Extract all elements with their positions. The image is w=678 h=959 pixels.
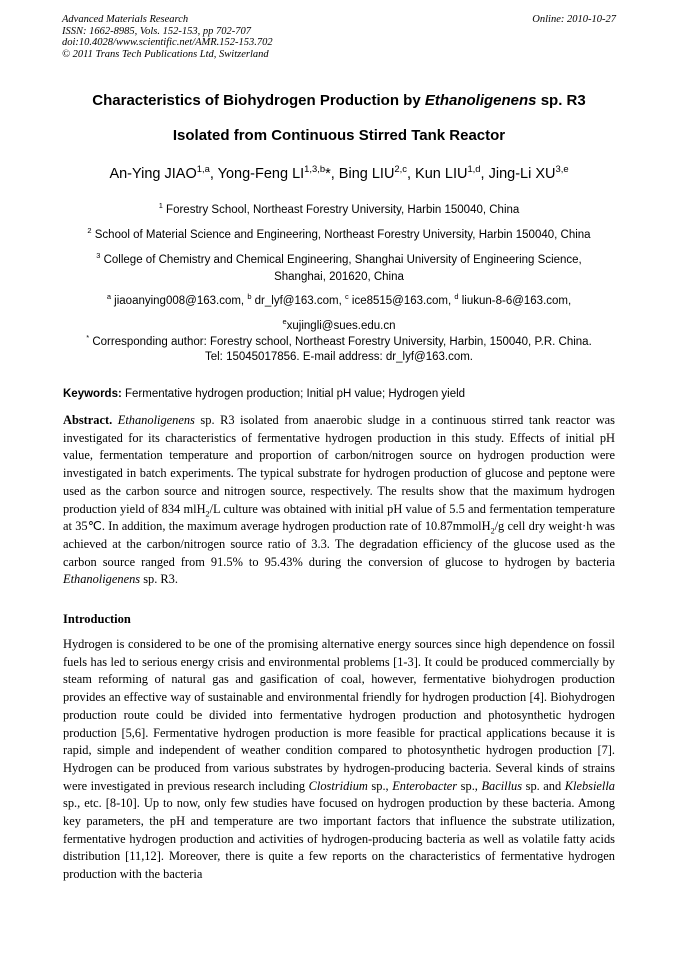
journal-header (62, 14, 616, 60)
email-address: jiaoanying008@163.com, (110, 295, 248, 307)
author-sup: 2,c (394, 163, 407, 175)
intro-italic: Enterobacter (392, 778, 458, 793)
author-name: Kun LIU (415, 166, 468, 182)
author-sup: 1,a (196, 163, 210, 175)
intro-italic: Bacillus (481, 778, 523, 793)
abstract-text: /L culture was obtained with initial pH value of 5.5 and fermentation temperature at 35℃. In addition, the maximum average hydrogen production rate of 10.87mmolH (63, 501, 615, 534)
email-address: ice8515@163.com, (348, 295, 455, 307)
copyright-line: © 2011 Trans Tech Publications Ltd, Switzerland (62, 48, 269, 60)
introduction-body (63, 636, 615, 884)
keywords-text: Fermentative hydrogen production; Initial pH value; Hydrogen yield (121, 388, 466, 400)
author-sep: *, (325, 166, 339, 182)
title-suffix: sp. R3 (536, 92, 586, 109)
title-genus: Ethanoligenens (424, 92, 537, 109)
aff-sup: 2 (87, 226, 92, 236)
intro-text: Hydrogen is considered to be one of the promising alternative energy sources since high dependence on fossil fuels has led to serious energy crisis and environmental problems [1-3]. It could be produced commercially by steam reforming of natural gas and gasification of coal, however, fermentative biohydrogen production provides an effective way of sustainable and environmental friendly for hydrogen production [4]. Biohydrogen production route could be divided into fermentative hydrogen production and photosynthetic hydrogen production [5,6]. Fermentative hydrogen production is more feasible for practical applications because it is rapid, simple and independent of weather condition compared to photosynthetic hydrogen production [7]. Hydrogen can be produced from various substrates by hydrogen-producing bacteria. Several kinds of strains were investigated in previous research including (63, 637, 615, 793)
author-sep: , (480, 166, 489, 182)
author-name: Bing LIU (338, 166, 395, 182)
keywords (63, 388, 615, 400)
email-sup: c (344, 292, 349, 302)
abstract (63, 412, 615, 589)
paper-title-line-2: Isolated from Continuous Stirred Tank Reactor (172, 127, 506, 144)
abstract-text: sp. R3. (140, 572, 178, 587)
corr-text: Corresponding author: Forestry school, Northeast Forestry University, Harbin, 150040, P.R. China. (89, 336, 592, 348)
corr-text-2: Tel: 15045017856. E-mail address: dr_lyf@163.com. (204, 351, 473, 363)
email-line (40, 293, 638, 310)
paper-title-line-1 (40, 92, 638, 109)
issn-line: ISSN: 1662-8985, Vols. 152-153, pp 702-707 (62, 25, 251, 37)
doi-line: doi:10.4028/www.scientific.net/AMR.152-153.702 (62, 37, 273, 48)
email-sup: b (247, 292, 252, 302)
intro-text: sp. and (522, 778, 565, 793)
journal-name: Advanced Materials Research (62, 14, 189, 25)
affiliation-1 (40, 202, 638, 219)
intro-text: sp., (457, 778, 482, 793)
email-sup: e (282, 317, 287, 327)
abstract-sub: 2 (490, 526, 495, 536)
affiliation-2 (40, 227, 638, 244)
abstract-label: Abstract. (63, 413, 113, 427)
abstract-text: /g cell dry weight·h was achieved at the carbon/nitrogen source ratio of 3.3. The degradation efficiency of the glucose used as the carbon source ranged from 91.5% to 95.43% during the conversion of glucose to hydrogen by bacteria (63, 519, 615, 569)
author-name: An-Ying JIAO (109, 166, 197, 182)
author-sup: 3,e (555, 163, 569, 175)
abstract-italic: Ethanoligenens (117, 413, 195, 427)
aff-sup: 1 (158, 201, 163, 211)
aff-sup: 3 (96, 251, 101, 261)
author-sup: 1,3,b (304, 163, 326, 175)
email-sup: a (106, 292, 111, 302)
author-name: Yong-Feng LI (217, 166, 305, 182)
corr-sup: * (86, 333, 90, 343)
abstract-italic: Ethanoligenens (63, 572, 141, 587)
abstract-sub: 2 (205, 508, 210, 518)
aff-text-2: Shanghai, 201620, China (274, 271, 404, 283)
author-list (30, 163, 648, 182)
email-sup: d (454, 292, 459, 302)
aff-text: College of Chemistry and Chemical Engineering, Shanghai University of Engineering Science, (100, 254, 582, 266)
author-sup: 1,d (467, 163, 481, 175)
section-heading: Introduction (63, 612, 131, 626)
aff-text: School of Material Science and Engineering, Northeast Forestry University, Harbin 150040, China (91, 229, 591, 241)
intro-italic: Klebsiella (564, 778, 615, 793)
email-address: liukun-8-6@163.com, (458, 295, 572, 307)
intro-italic: Clostridium (308, 778, 368, 793)
intro-text: sp., etc. [8-10]. Up to now, only few studies have focused on hydrogen production by these bacteria. Among key parameters, the pH and temperature are two important factors that influence the substrate utilization, fermentative hydrogen production and activities of hydrogen-producing bacteria as well as volatile fatty acids distribution [11,12]. Moreover, there is quite a few reports on the characteristics of fermentative hydrogen production with the bacteria (63, 796, 615, 882)
author-sep: , (209, 166, 218, 182)
corresponding-author (40, 335, 638, 365)
keywords-label: Keywords: (63, 388, 122, 400)
online-date: Online: 2010-10-27 (532, 14, 616, 25)
intro-text: sp., (367, 778, 393, 793)
abstract-text: sp. R3 isolated from anaerobic sludge in a continuous stirred tank reactor was investigated for its characteristics of fermentative hydrogen production in this study. Effects of initial pH value, fermentation temperature and proportion of carbon/nitrogen source on hydrogen production were investigated in batch experiments. The typical substrate for hydrogen production of glucose and peptone were used as the carbon source and nitrogen source, respectively. The results show that the maximum hydrogen production yield of 834 mlH (63, 413, 615, 516)
author-sep: , (406, 166, 416, 182)
aff-text: Forestry School, Northeast Forestry University, Harbin 150040, China (162, 204, 520, 216)
email-line-2 (40, 318, 638, 335)
author-name: Jing-Li XU (488, 166, 556, 182)
title-text: Characteristics of Biohydrogen Production by (92, 92, 425, 109)
affiliation-3 (40, 252, 638, 286)
email-address: xujingli@sues.edu.cn (286, 320, 396, 332)
email-address: dr_lyf@163.com, (251, 295, 345, 307)
